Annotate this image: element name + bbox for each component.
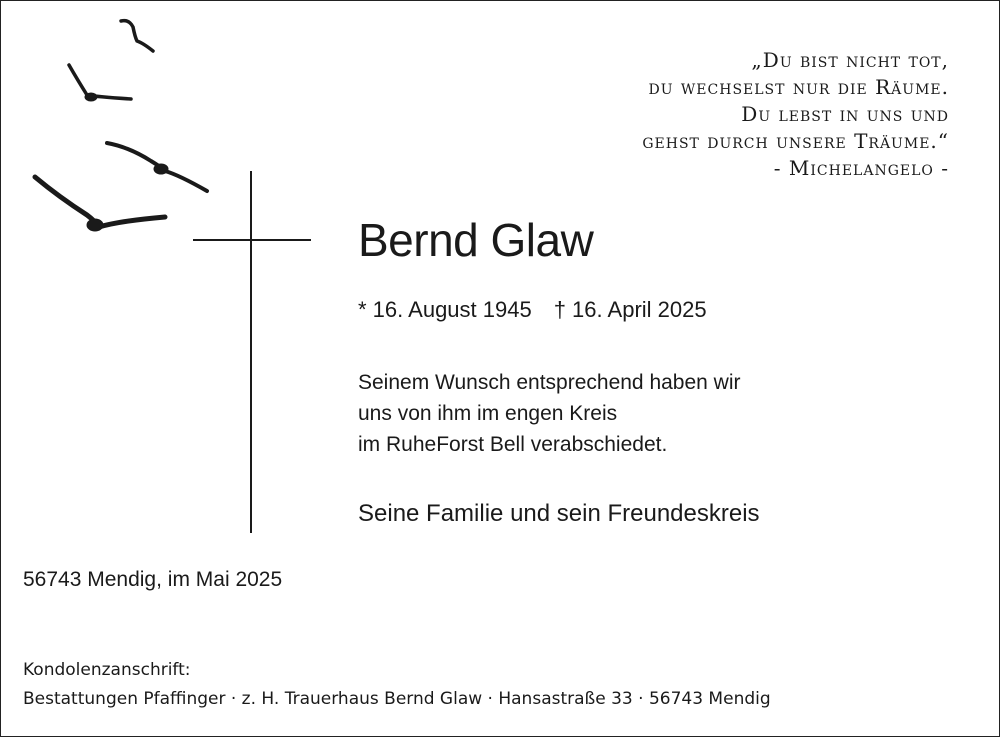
signature: Seine Familie und sein Freundeskreis [358, 500, 760, 527]
message-line: im RuheForst Bell verabschiedet. [358, 433, 668, 456]
message-line: Seinem Wunsch entsprechend haben wir [358, 371, 741, 394]
deceased-name: Bernd Glaw [358, 214, 594, 266]
condolence-heading: Kondolenzanschrift: [23, 660, 191, 680]
birth-date: * 16. August 1945 [358, 297, 532, 322]
quote-author: - Michelangelo - [773, 156, 949, 180]
condolence-address: Bestattungen Pfaffinger · z. H. Trauerhaus Bernd Glaw · Hansastraße 33 · 56743 Mendig [23, 689, 771, 709]
place-date: 56743 Mendig, im Mai 2025 [23, 568, 283, 591]
farewell-message [358, 367, 741, 460]
condolence-address-block [23, 656, 771, 714]
death-date: † 16. April 2025 [553, 297, 707, 322]
quote-line: Du lebst in uns und [741, 102, 949, 126]
quote-line: du wechselst nur die Räume. [648, 75, 949, 99]
cross-icon [191, 171, 313, 535]
quote-line: gehst durch unsere Träume.“ [642, 129, 949, 153]
life-dates [358, 297, 707, 323]
quote-line: „Du bist nicht tot, [751, 48, 949, 72]
message-line: uns von ihm im engen Kreis [358, 402, 618, 425]
quote-block [489, 47, 949, 182]
